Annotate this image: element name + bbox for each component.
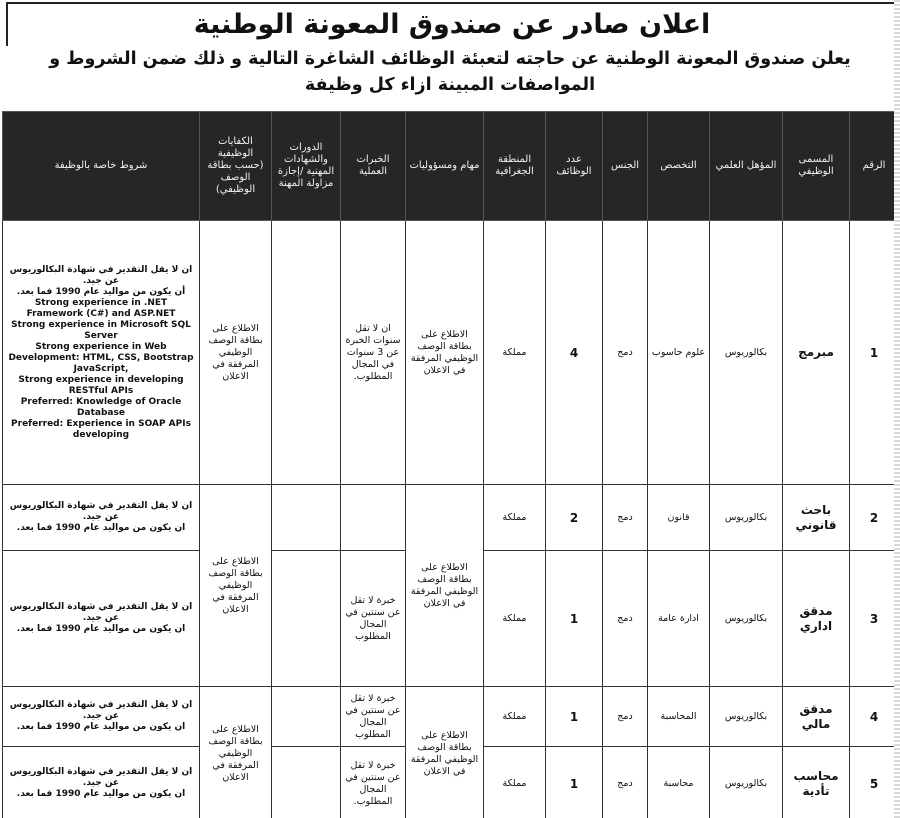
row-competencies: الاطلاع على بطاقة الوصف الوظيفي المرفقة في الاعلان [200,485,272,687]
row-job-title: مبرمج [783,221,850,485]
header-num: الرقم [850,112,899,221]
row-qualification: بكالوريوس [710,485,783,551]
row-qualification: بكالوريوس [710,551,783,687]
row-experience [341,485,406,551]
row-courses [272,687,341,747]
row-gender: دمج [603,747,648,818]
row-count: 1 [546,551,603,687]
row-job-title: محاسب تأدية [783,747,850,818]
row-job-title: باحث قانوني [783,485,850,551]
condition-line: Strong experience in developing RESTful APIs [18,374,184,396]
row-num: 5 [850,747,899,818]
condition-line: ان يكون من مواليد عام 1990 فما بعد. [16,523,186,533]
row-courses [272,551,341,687]
header-courses: الدورات والشهادات المهنية /إجازة مزاولة المهنة [272,112,341,221]
row-specialization: المحاسبة [648,687,710,747]
condition-line: ان لا يقل التقدير في شهادة البكالوريوس عن جيد. [9,501,193,522]
header-count: عدد الوظائف [546,112,603,221]
row-num: 2 [850,485,899,551]
row-region: مملكة [484,485,546,551]
row-duties: الاطلاع على بطاقة الوصف الوظيفي المرفقة في الاعلان [406,485,484,687]
condition-line: Preferred: Knowledge of Oracle Database [20,396,182,418]
row-num: 4 [850,687,899,747]
row-gender: دمج [603,221,648,485]
row-qualification: بكالوريوس [710,221,783,485]
page-edge-shadow [894,0,900,818]
announcement-title-box [6,2,898,46]
header-experience: الخبرات العملية [341,112,406,221]
row-specialization: محاسبة [648,747,710,818]
table-header-row [3,112,899,221]
header-job-title: المسمى الوظيفي [783,112,850,221]
condition-line: ان يكون من مواليد عام 1990 فما بعد. [16,624,186,634]
row-specialization: قانون [648,485,710,551]
condition-line: ان لا يقل التقدير في شهادة البكالوريوس عن جيد. [9,767,193,788]
condition-line: ان لا يقل التقدير في شهادة البكالوريوس عن جيد. [9,602,193,623]
row-count: 1 [546,687,603,747]
condition-line: ان يكون من مواليد عام 1990 فما بعد. [16,789,186,799]
row-count: 4 [546,221,603,485]
row-gender: دمج [603,551,648,687]
row-experience: ان لا تقل سنوات الخبرة عن 3 سنوات في المجال المطلوب. [341,221,406,485]
row-gender: دمج [603,687,648,747]
row-specialization: علوم حاسوب [648,221,710,485]
row-qualification: بكالوريوس [710,687,783,747]
row-region: مملكة [484,687,546,747]
row-duties: الاطلاع على بطاقة الوصف الوظيفي المرفقة في الاعلان [406,687,484,818]
row-experience: خبرة لا تقل عن سنتين في المجال المطلوب. [341,747,406,818]
row-experience: خبرة لا تقل عن سنتين في المجال المطلوب [341,551,406,687]
row-conditions [3,551,200,687]
row-competencies: الاطلاع على بطاقة الوصف الوظيفي المرفقة في الاعلان [200,221,272,485]
row-count: 1 [546,747,603,818]
row-count: 2 [546,485,603,551]
row-num: 1 [850,221,899,485]
row-job-title: مدقق مالي [783,687,850,747]
condition-line: ان يكون من مواليد عام 1990 فما بعد. [16,722,186,732]
table-row [3,221,899,485]
header-conditions: شروط خاصة بالوظيفة [3,112,200,221]
row-gender: دمج [603,485,648,551]
row-conditions [3,485,200,551]
condition-line: Strong experience in .NET Framework (C#) and ASP.NET [26,297,176,319]
row-duties: الاطلاع على بطاقة الوصف الوظيفي المرفقة في الاعلان [406,221,484,485]
row-competencies: الاطلاع على بطاقة الوصف الوظيفي المرفقة في الاعلان [200,687,272,818]
row-num: 3 [850,551,899,687]
row-job-title: مدقق اداري [783,551,850,687]
row-qualification: بكالوريوس [710,747,783,818]
header-duties: مهام ومسؤوليات [406,112,484,221]
header-gender: الجنس [603,112,648,221]
vacancies-table [2,111,899,818]
row-region: مملكة [484,747,546,818]
row-region: مملكة [484,221,546,485]
row-region: مملكة [484,551,546,687]
table-row [3,687,899,747]
condition-line: ان لا يقل التقدير في شهادة البكالوريوس عن جيد. [9,700,193,721]
condition-line: ان لا يقل التقدير في شهادة البكالوريوس عن جيد. [9,264,193,286]
row-courses [272,485,341,551]
header-competencies: الكفايات الوظيفية (حسب بطاقة الوصف الوظيفي) [200,112,272,221]
header-specialization: التخصص [648,112,710,221]
row-specialization: ادارة عامة [648,551,710,687]
condition-line: Strong experience in Microsoft SQL Server [11,319,191,341]
table-row [3,485,899,551]
row-conditions [3,221,200,485]
row-conditions [3,747,200,818]
condition-line: Strong experience in Web Development: HTML, CSS, Bootstrap JavaScript, [8,341,194,374]
row-courses [272,747,341,818]
header-region: المنطقة الجغرافية [484,112,546,221]
row-courses [272,221,341,485]
condition-line: Preferred: Experience in SOAP APIs developing [11,418,191,440]
announcement-intro: يعلن صندوق المعونة الوطنية عن حاجته لتعبئة الوظائف الشاغرة التالية و ذلك ضمن الشروط و المواصفات المبينة ازاء كل وظيفة [49,49,851,95]
header-qualification: المؤهل العلمي [710,112,783,221]
announcement-title: اعلان صادر عن صندوق المعونة الوطنية [193,9,711,40]
row-conditions [3,687,200,747]
condition-line: أن يكون من مواليد عام 1990 فما بعد. [16,286,186,297]
row-experience: خبرة لا تقل عن سنتين في المجال المطلوب [341,687,406,747]
